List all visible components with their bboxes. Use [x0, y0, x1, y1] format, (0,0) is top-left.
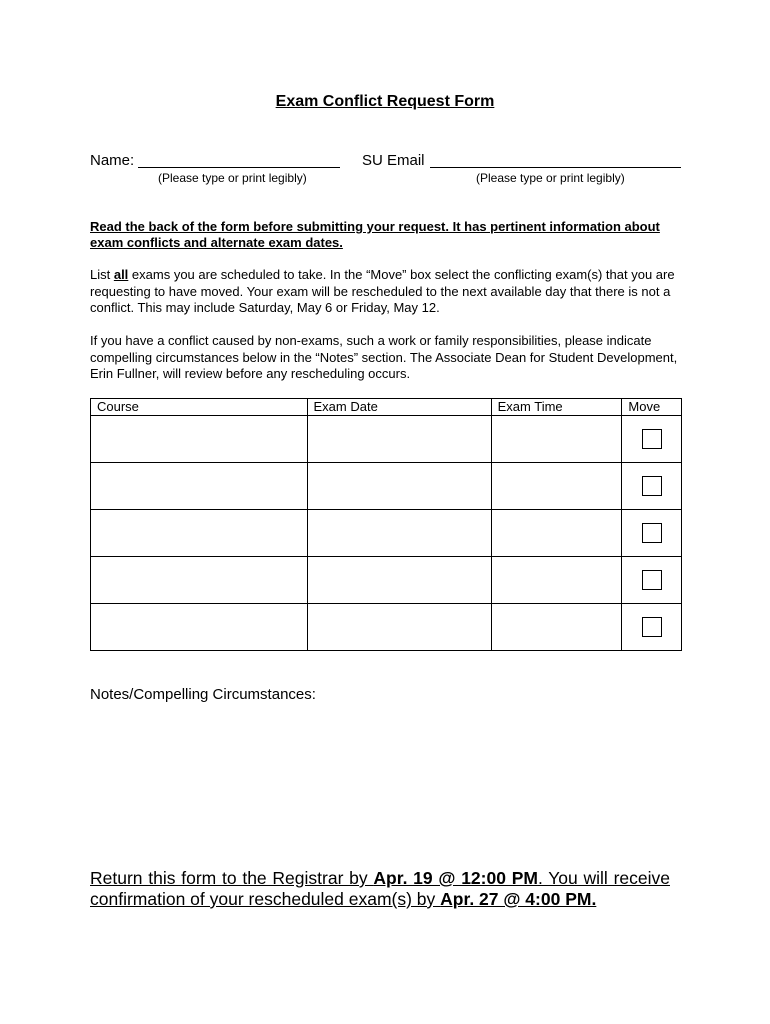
move-cell: [622, 557, 682, 604]
course-cell[interactable]: [91, 416, 308, 463]
email-hint: (Please type or print legibly): [476, 171, 625, 185]
instructions-body: exams you are scheduled to take. In the “Move” box select the conflicting exam(s) that you are requesting to have moved. Your exam will be rescheduled to the next available day that there is not a conflict. This may include Saturday, May 6 or Friday, May 12.: [90, 267, 675, 315]
exam-date-cell[interactable]: [307, 557, 491, 604]
instructions-paragraph: [90, 267, 690, 317]
confirmation-date: Apr. 27 @ 4:00 PM.: [440, 889, 597, 909]
name-field[interactable]: [138, 167, 340, 168]
table-row: [91, 463, 682, 510]
move-cell: [622, 604, 682, 651]
move-checkbox[interactable]: [642, 523, 662, 543]
move-checkbox[interactable]: [642, 476, 662, 496]
exam-table: [90, 398, 682, 651]
confirmation-text: . You will receive confirmation of your rescheduled exam(s) by: [90, 868, 670, 909]
course-cell[interactable]: [91, 557, 308, 604]
course-cell[interactable]: [91, 604, 308, 651]
header-exam-time: Exam Time: [491, 399, 622, 416]
return-instructions: [90, 868, 670, 910]
course-cell[interactable]: [91, 510, 308, 557]
move-checkbox[interactable]: [642, 617, 662, 637]
instructions-lead: List: [90, 267, 114, 282]
exam-date-cell[interactable]: [307, 510, 491, 557]
name-hint: (Please type or print legibly): [158, 171, 307, 185]
move-cell: [622, 510, 682, 557]
header-course: Course: [91, 399, 308, 416]
exam-time-cell[interactable]: [491, 463, 622, 510]
exam-date-cell[interactable]: [307, 416, 491, 463]
course-cell[interactable]: [91, 463, 308, 510]
instructions-emphasis: all: [113, 267, 129, 282]
return-text: Return this form to the Registrar by: [90, 868, 374, 888]
exam-date-cell[interactable]: [307, 463, 491, 510]
header-move: Move: [622, 399, 682, 416]
table-row: [91, 557, 682, 604]
exam-time-cell[interactable]: [491, 604, 622, 651]
conflict-paragraph: If you have a conflict caused by non-exams, such a work or family responsibilities, please indicate compelling circumstances below in the “Notes” section. The Associate Dean for Student Development, Erin Fullner, will review before any rescheduling occurs.: [90, 333, 678, 381]
return-deadline: Apr. 19 @ 12:00 PM: [373, 868, 538, 888]
table-row: [91, 510, 682, 557]
notes-label: Notes/Compelling Circumstances:: [90, 686, 316, 703]
move-checkbox[interactable]: [642, 429, 662, 449]
form-title: Exam Conflict Request Form: [275, 93, 495, 110]
notice-text: Read the back of the form before submitting your request. It has pertinent information about exam conflicts and alternate exam dates.: [90, 219, 660, 250]
move-cell: [622, 416, 682, 463]
table-row: [91, 416, 682, 463]
header-exam-date: Exam Date: [307, 399, 491, 416]
table-row: [91, 604, 682, 651]
exam-time-cell[interactable]: [491, 557, 622, 604]
exam-time-cell[interactable]: [491, 510, 622, 557]
email-field[interactable]: [430, 167, 681, 168]
exam-time-cell[interactable]: [491, 416, 622, 463]
move-cell: [622, 463, 682, 510]
exam-date-cell[interactable]: [307, 604, 491, 651]
move-checkbox[interactable]: [642, 570, 662, 590]
email-label: SU Email: [362, 152, 425, 169]
name-label: Name:: [90, 152, 135, 169]
table-header-row: [91, 399, 682, 416]
